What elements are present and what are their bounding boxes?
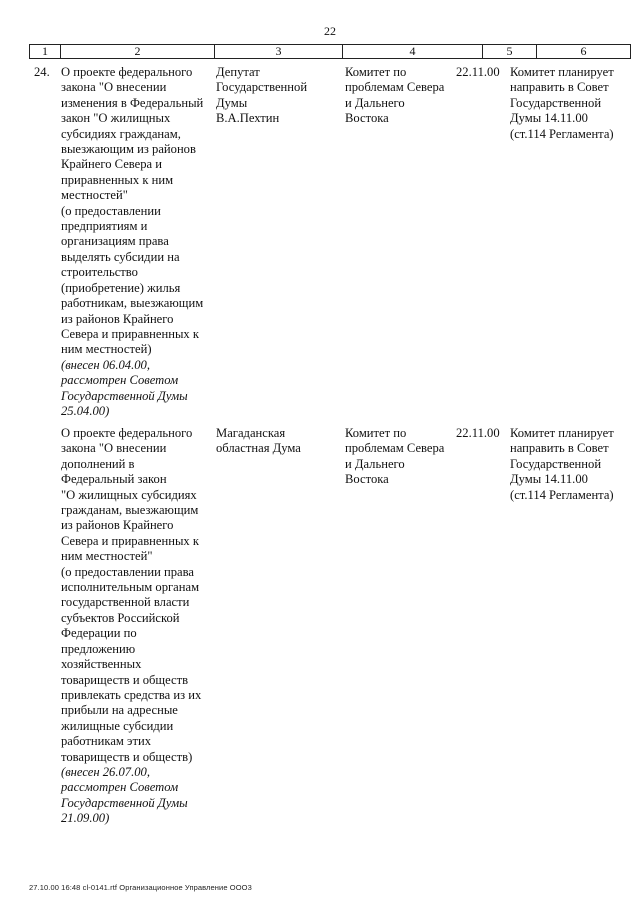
- row-number: 24.: [34, 65, 50, 79]
- initiator: Депутат Государственной Думы В.А.Пехтин: [216, 65, 308, 126]
- committee: Комитет по проблемам Севера и Дальнего Востока: [345, 65, 445, 126]
- date: 22.11.00: [456, 65, 500, 79]
- initiator: Магаданская областная Дума: [216, 426, 301, 456]
- plan: Комитет планирует направить в Совет Государственной Думы 14.11.00 (ст.114 Регламента): [510, 65, 614, 141]
- bill-title: О проекте федерального закона "О внесении изменения в Федеральный закон "О жилищных субсидиях гражданам, выезжающим из районов Крайнего Севера и приравненных к ним местностей" (о предоставлении предприятиям и организациям права выделять субсидии на строительство (приобретение) жилья работникам, выезжающим из районов Крайнего Севера и приравненных к ним местностей) (внесен 06.04.00, рассмотрен Советом Государственной Думы 25.04.00): [61, 65, 214, 419]
- plan: Комитет планирует направить в Совет Государственной Думы 14.11.00 (ст.114 Регламента): [510, 426, 614, 502]
- submission-note: (внесен 06.04.00, рассмотрен Советом Государственной Думы 25.04.00): [61, 357, 188, 418]
- submission-note: (внесен 26.07.00, рассмотрен Советом Государственной Думы 21.09.00): [61, 764, 188, 826]
- bill-title: О проекте федерального закона "О внесении дополнений в Федеральный закон "О жилищных субсидиях гражданам, выезжающим из районов Крайнего Севера и приравненных к ним местностей" (о предоставлении права исполнительным органам государственной власти субъектов Российской Федерации по предложению хозяйственных товариществ и обществ привлекать средства из их прибыли на адресные жилищные субсидии работникам этих товариществ и обществ) (внесен 26.07.00, рассмотрен Советом Государственной Думы 21.09.00): [61, 426, 214, 827]
- committee: Комитет по проблемам Севера и Дальнего Востока: [345, 426, 445, 487]
- header-col-6: 6: [536, 45, 630, 58]
- page-number: 22: [324, 24, 336, 38]
- header-col-5: 5: [482, 45, 536, 58]
- header-col-4: 4: [342, 45, 482, 58]
- header-col-1: 1: [42, 44, 48, 58]
- table-header-row: [29, 44, 631, 59]
- header-col-3: 3: [214, 45, 342, 58]
- header-col-2: 2: [60, 45, 214, 58]
- date: 22.11.00: [456, 426, 500, 440]
- footer: 27.10.00 16:48 cl-0141.rtf Организационное Управление ООО3: [29, 883, 252, 892]
